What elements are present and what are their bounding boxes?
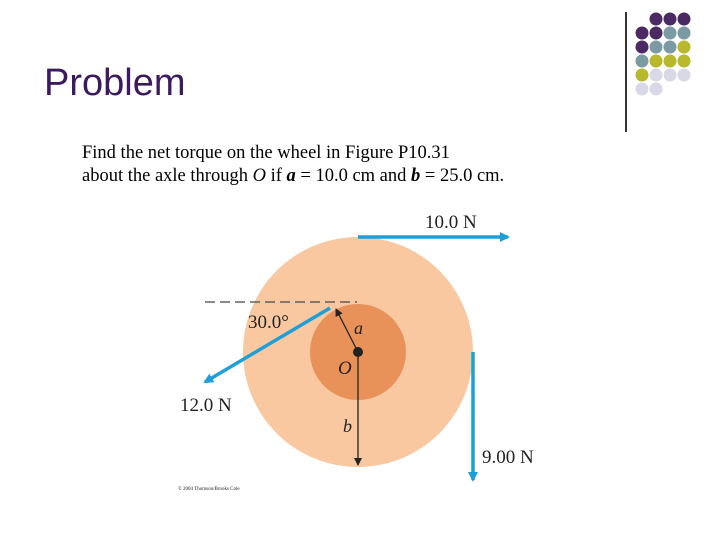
var-b: b: [411, 166, 421, 186]
label-O: O: [338, 358, 352, 379]
label-force-top: 10.0 N: [425, 212, 477, 233]
text-b-value: = 25.0 cm.: [420, 166, 505, 186]
text-a-value: = 10.0 cm and: [295, 166, 412, 186]
problem-line-1: Find the net torque on the wheel in Figure P10.31: [82, 143, 450, 163]
text-if: if: [265, 166, 287, 186]
var-a: a: [286, 166, 296, 186]
var-O: O: [252, 166, 266, 186]
slide-title: Problem: [44, 62, 186, 104]
label-a: a: [354, 318, 363, 338]
label-angle: 30.0°: [248, 312, 289, 333]
label-b: b: [343, 416, 352, 436]
problem-line-2-start: about the axle through: [82, 166, 253, 186]
label-force-left: 12.0 N: [180, 395, 232, 416]
axle-point-O: [353, 347, 363, 357]
copyright-note: © 2004 Thomson/Brooks Cole: [178, 487, 240, 492]
label-force-right: 9.00 N: [482, 447, 534, 468]
